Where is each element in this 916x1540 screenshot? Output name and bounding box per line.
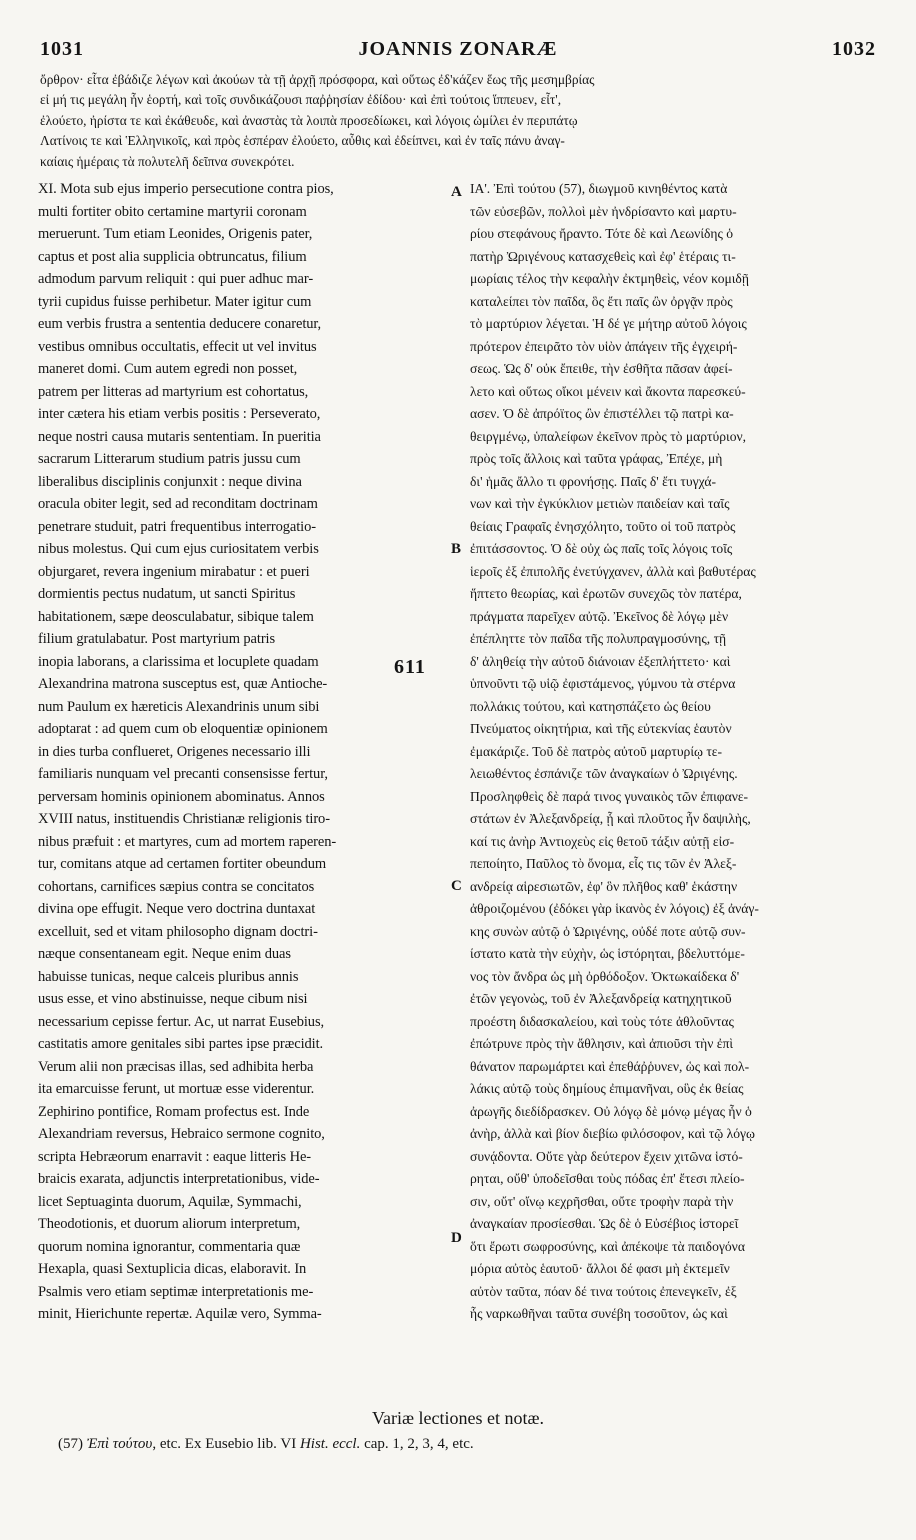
text-line: ὄρθρον· εἶτα ἐβάδιζε λέγων καὶ ἀκούων τὰ τῇ ἀρχῇ πρόσφορα, καὶ οὕτως ἐδ'κάζεν ἕως τῆς μεσημβρίας (40, 72, 595, 87)
text-line: adoptarat : ad quem cum ob eloquentiæ opinionem (38, 721, 328, 737)
footnote (58, 1436, 878, 1453)
text-line: πεποίητο, Παῦλος τὸ ὄνομα, εἷς τις τῶν ἐν Ἀλεξ- (470, 856, 737, 871)
text-line: meruerunt. Tum etiam Leonides, Origenis pater, (38, 226, 313, 242)
text-line: scripta Hebræorum enarravit : eaque litteris He- (38, 1148, 312, 1165)
text-line: νος τὸν ἄνδρα ὡς μὴ ὀρθόδοξον. Ὀκτωκαίδεκα δ' (470, 968, 740, 984)
text-line: νων καὶ τὴν ἐγκύκλιον μετιὼν παιδείαν καὶ ταῖς (470, 496, 730, 511)
text-line: XI. Mota sub ejus imperio persecutione contra pios, (38, 181, 334, 197)
text-line: τὸ μαρτύριον λέγεται. Ἡ δέ γε μήτηρ αὐτοῦ λόγοις (470, 316, 747, 331)
text-line: sacrarum Litterarum studium patris jussu cum (38, 451, 301, 467)
text-line: καί τις ἀνὴρ Ἀντιοχεὺς εἰς θετοῦ τάξιν αὐτῇ εἰσ- (470, 833, 735, 849)
text-line: filium gratulabatur. Post martyrium patris (38, 631, 276, 647)
text-line: in dies turba conflueret, Origenes necessario illi (38, 743, 311, 760)
text-line: σεως. Ὡς δ' οὐκ ἔπειθε, τὴν ἐσθῆτα πᾶσαν ἀφεί- (470, 361, 733, 376)
section-marker-b: B (451, 541, 462, 557)
section-marker-d: D (451, 1230, 462, 1246)
notes-heading: Variæ lectiones et notæ. (372, 1408, 544, 1428)
text-line: captus et post alia supplicia obtruncatus, filium (38, 248, 307, 265)
greek-column (470, 178, 880, 1326)
text-line: δι' ἡμᾶς ἄλλο τι φρονήσῃς. Παῖς δ' ἔτι τυγχά- (470, 473, 716, 489)
text-line: ἐπέπληττε τὸν παῖδα τῆς πολυπραγμοσύνης, τῇ (470, 631, 727, 646)
text-line: Alexandriam reversus, Hebraico sermone cognito, (38, 1126, 325, 1142)
text-line: καταλείπει τὸν παῖδα, ὃς ἔτι παῖς ὢν ὀργᾷν πρὸς (470, 293, 733, 309)
section-marker-a: A (451, 184, 462, 200)
text-line: XVIII natus, instituendis Christianæ religionis tiro- (38, 811, 330, 827)
text-line: ὑπνοῦντι τῷ υἱῷ ἐφιστάμενος, γύμνου τὰ στέρνα (470, 676, 736, 691)
text-line: λειωθέντος ἐσπάνιζε τῶν ἀναγκαίων ὁ Ὠριγένης. (470, 766, 738, 781)
text-line: ἥπτετο θεωρίας, καὶ ἐρωτῶν συνεχῶς τὸν πατέρα, (470, 586, 742, 601)
text-line: κης συνὼν αὐτῷ ὁ Ὠριγένης, οὐδέ ποτε αὐτῷ συν- (470, 923, 746, 939)
text-line: ἱεροῖς ἐξ ἐπιπολῆς ἐνετύγχανεν, ἀλλὰ καὶ βαθυτέρας (470, 563, 756, 579)
text-line: λετο καὶ οὕτως οἴκοι μένειν καὶ ἄκοντα παρεσκεύ- (470, 383, 746, 399)
text-line: αὐτὸν ταῦτα, πόαν δέ τινα τούτοις ἐπενεγκεῖν, ἐξ (470, 1283, 737, 1299)
text-line: πρὸς τοῖς ἄλλοις καὶ ταῦτα γράφας, Ἐπέχε, μὴ (470, 451, 723, 466)
text-line: μωρίαις τέλος τὴν κεφαλὴν ἐκτμηθεὶς, νέον κομιδῇ (470, 271, 749, 286)
running-head: JOANNIS ZONARÆ (358, 38, 558, 60)
text-line: multi fortiter obito certamine martyrii coronam (38, 203, 307, 220)
text-line: Alexandrina matrona susceptus est, quæ Antioche- (38, 676, 328, 692)
page-header (40, 38, 876, 62)
top-greek-paragraph (40, 70, 880, 172)
text-line: λάκις αὐτῷ τοὺς δημίους ἐπιμανῆναι, οὓς ἐκ θείας (470, 1081, 744, 1096)
text-line: necessarium cepisse fertur. Ac, ut narrat Eusebius, (38, 1013, 325, 1030)
text-line: στάτων ἐν Ἀλεξανδρείᾳ, ᾗ καὶ πλοῦτος ἦν δαψιλὴς, (470, 811, 751, 826)
text-line: excelluit, sed et vitam philosopho dignam doctri- (38, 923, 318, 940)
text-line: πατὴρ Ὠριγένους κατασχεθεὶς καὶ ἐφ' ἑτέραις τι- (470, 248, 736, 264)
text-line: inopia laborans, a clarissima et locuplete quadam (38, 653, 319, 670)
text-line: ἀναγκαίαν προσίεσθαι. Ὡς δὲ ὁ Εὐσέβιος ἱστορεῖ (470, 1216, 739, 1231)
text-line: ασεν. Ὁ δὲ ἀπρόϊτος ὢν ἐπιστέλλει τῷ πατρὶ κα- (470, 406, 734, 421)
text-line: oracula obiter legit, sed ad reconditam doctrinam (38, 496, 318, 512)
text-line: ὅτι ἔρωτι σωφροσύνης, καὶ ἀπέκοψε τὰ παιδογόνα (470, 1238, 745, 1254)
text-line: eum verbis frustra a sententia deducere conaretur, (38, 316, 322, 332)
margin-column-number: 611 (394, 656, 426, 678)
text-line: Προσληφθεὶς δὲ παρά τινος γυναικὸς τῶν ἐπιφανε- (470, 788, 749, 804)
text-line: εἰ μή τις μεγάλη ἦν ἑορτή, καὶ τοῖς συνδικάζουσι παῤῥησίαν ἐδίδου· καὶ ἐπὶ τούτοις ἵππευεν, εἶτ', (40, 92, 562, 108)
text-line: maneret domi. Cum autem egredi non posset, (38, 361, 298, 377)
text-line: ἀνὴρ, ἀλλὰ καὶ βίον διεβίω φιλόσοφον, καὶ τῷ λόγῳ (470, 1126, 755, 1141)
text-line: Hexapla, quasi Sextuplicia dicas, elaboravit. In (38, 1261, 307, 1277)
text-line: minit, Hierichunte repertæ. Aquilæ vero, Symma- (38, 1306, 322, 1322)
text-line: ἀρωγῆς διεδίδρασκεν. Οὐ λόγῳ δὲ μόνῳ μέγας ἦν ὁ (470, 1103, 752, 1119)
text-line: habuisse tunicas, neque calceis pluribus annis (38, 968, 299, 985)
text-line: θείαις Γραφαῖς ἐνησχόλητο, τοῦτο οἱ τοῦ πατρὸς (470, 518, 736, 534)
text-line: ἧς ναρκωθῆναι ταῦτα συνέβη τοσοῦτον, ὡς καὶ (470, 1306, 728, 1321)
footnote-text: , etc. Ex Eusebio lib. VI (152, 1436, 297, 1452)
text-line: Verum alii non præcisas illas, sed adhibita herba (38, 1058, 314, 1075)
text-line: quorum nomina ignorantur, commentaria quæ (38, 1238, 301, 1255)
text-line: ίστατο κατὰ τὴν εὐχὴν, ὡς ἱστόρηται, βδελυττόμε- (470, 946, 745, 961)
text-line: dormientis pectus nudatum, ut sancti Spiritus (38, 586, 296, 602)
text-line: πράγματα παρεῖχεν αὐτῷ. Ἐκεῖνος δὲ λόγῳ μὲν (470, 608, 729, 624)
text-line: braicis exarata, adjunctis interpretationibus, vide- (38, 1171, 320, 1187)
footnote-lemma: Ἐπὶ τούτου (86, 1436, 153, 1452)
text-line: inter cætera his etiam verbis positis : Perseverato, (38, 406, 321, 422)
text-line: ἐλούετο, ἠρίστα τε καὶ ἐκάθευδε, καὶ ἀναστὰς τὰ λοιπὰ προσεδίωκει, καὶ λόγοις ὡμίλει ἐν περιπάτῳ (40, 112, 578, 128)
text-line: προέστη διδασκαλείου, καὶ τοὺς τότε ἀθλοῦντας (470, 1013, 734, 1029)
footnote-number: (57) (58, 1436, 83, 1452)
text-line: num Paulum ex hæreticis Alexandrinis unum sibi (38, 698, 320, 715)
text-line: vestibus omnibus occultatis, effecit ut vel invitus (38, 338, 317, 355)
footnote-text-end: cap. 1, 2, 3, 4, etc. (364, 1436, 474, 1452)
section-marker-c: C (451, 878, 462, 894)
text-line: μόρια αὐτὸς ἑαυτοῦ· ἄλλοι δέ φασι μὴ ἐκτεμεῖν (470, 1261, 730, 1276)
text-line: Zephirino pontifice, Romam profectus est. Inde (38, 1103, 310, 1120)
text-line: Πνεύματος οἰκητήρια, καὶ τῆς εὐτεκνίας ἑαυτὸν (470, 721, 732, 736)
text-line: σιν, οὔτ' οἴνῳ κεχρῆσθαι, οὔτε τροφὴν παρὰ τὴν (470, 1193, 734, 1209)
text-line: licet Septuaginta duorum, Aquilæ, Symmachi, (38, 1193, 302, 1210)
text-line: objurgaret, revera ingenium mirabatur : et pueri (38, 563, 310, 580)
latin-column (38, 178, 444, 1326)
text-line: familiaris nunquam vel precanti consensisse fertur, (38, 766, 328, 782)
text-line: δ' ἀληθείᾳ τὴν αὐτοῦ διάνοιαν ἐξεπλήττετο· καὶ (470, 653, 731, 669)
text-line: divina ope effugit. Neque vero doctrina duntaxat (38, 901, 316, 917)
text-line: castitatis amore genitales sibi partes ipse præcidit. (38, 1036, 324, 1052)
text-line: ἐπιτάσσοντος. Ὁ δὲ οὐχ ὡς παῖς τοῖς λόγοις τοῖς (470, 541, 733, 556)
text-line: πολλάκις τούτου, καὶ κατησπάζετο ὡς θείου (470, 698, 711, 714)
text-line: usus esse, et vino abstinuisse, neque cibum nisi (38, 991, 308, 1007)
text-line: tur, comitans atque ad certamen fortiter obeundum (38, 856, 327, 872)
text-line: ΙΑ'. Ἐπὶ τούτου (57), διωγμοῦ κινηθέντος κατὰ (470, 181, 728, 196)
text-line: ρηται, οὔθ' ὑποδεῖσθαι τοὺς πόδας ἐπ' ἔτεσι πλείο- (470, 1171, 745, 1186)
text-line: nibus molestus. Qui cum ejus curiositatem verbis (38, 541, 319, 557)
footnote-work-title: Hist. eccl. (299, 1436, 361, 1452)
text-line: ita emarcuisse ferunt, ut mortuæ esse viderentur. (38, 1081, 315, 1097)
text-line: ἐπώτρυνε πρὸς τὴν ἄθλησιν, καὶ ἀπιοῦσι τὴν ἐπὶ (470, 1036, 734, 1051)
text-line: penetrare studuit, patri frequentibus interrogatio- (38, 518, 316, 535)
text-line: ρίου στεφάνους ἤραντο. Τότε δὲ καὶ Λεωνίδης ὁ (470, 226, 734, 241)
text-line: perversam hominis opinionem abominatus. Annos (38, 788, 325, 805)
page-number-left: 1031 (40, 38, 84, 60)
text-line: τῶν εὐσεβῶν, πολλοὶ μὲν ἠνδρίσαντο καὶ μαρτυ- (470, 203, 737, 219)
text-line: Theodotionis, et duorum aliorum interpretum, (38, 1216, 301, 1232)
text-line: admodum parvum reliquit : qui puer adhuc mar- (38, 271, 314, 287)
text-line: καίαις ἡμέραις τὰ πολυτελῆ δεῖπνα συνεκρότει. (40, 153, 295, 169)
text-line: ἀθροιζομένου (ἐδόκει γὰρ ἱκανὸς ἐν λόγοις) ἐξ ἀνάγ- (470, 901, 759, 916)
text-line: θειργμένῳ, ὑπαλείφων ἐκεῖνον πρὸς τὸ μαρτύριον, (470, 428, 747, 444)
text-line: Psalmis vero etiam septimæ interpretationis me- (38, 1283, 314, 1300)
text-line: θάνατον παρωμάρτει καὶ ἐπεθάῤῥυνεν, ὡς καὶ πολ- (470, 1058, 750, 1074)
text-line: tyrii cupidus fuisse perhibetur. Mater igitur cum (38, 293, 312, 310)
text-line: ἐμακάριζε. Τοῦ δὲ πατρὸς αὐτοῦ μαρτυρίῳ τε- (470, 743, 723, 759)
text-line: nibus præfuit : et martyres, cum ad mortem raperen- (38, 833, 337, 850)
text-line: Λατίνοις τε καὶ Ἑλληνικοῖς, καὶ πρὸς ἑσπέραν ἐλούετο, αὖθις καὶ ἐδείπνει, καὶ ἐν ταῖς πάνυ ἀναγ- (40, 133, 565, 149)
text-line: συνᾴδοντα. Οὔτε γὰρ δεύτερον ἔχειν χιτῶνα ἱστό- (470, 1148, 743, 1164)
text-line: liberalibus disciplinis conjunxit : neque divina (38, 473, 302, 490)
text-line: patrem per litteras ad martyrium est cohortatus, (38, 383, 309, 400)
text-line: næque consentaneam egit. Neque enim duas (38, 946, 291, 962)
text-line: ανδρείᾳ αἱρεσιωτῶν, ἐφ' ὃν πλῆθος καθ' ἑκάστην (470, 878, 738, 894)
page-number-right: 1032 (832, 38, 876, 60)
text-line: neque nostri causa mutaris sententiam. In pueritia (38, 428, 321, 445)
text-line: habitationem, sæpe deosculabatur, sibique talem (38, 608, 314, 625)
text-line: cohortans, carnifices sæpius contra se concitatos (38, 878, 315, 895)
text-line: ἐτῶν γεγονὼς, τοῦ ἐν Ἀλεξανδρείᾳ κατηχητικοῦ (470, 991, 732, 1006)
text-line: πρότερον ἐπειρᾶτο τὸν υἱὸν ἀπάγειν τῆς ἐγχειρή- (470, 338, 738, 354)
